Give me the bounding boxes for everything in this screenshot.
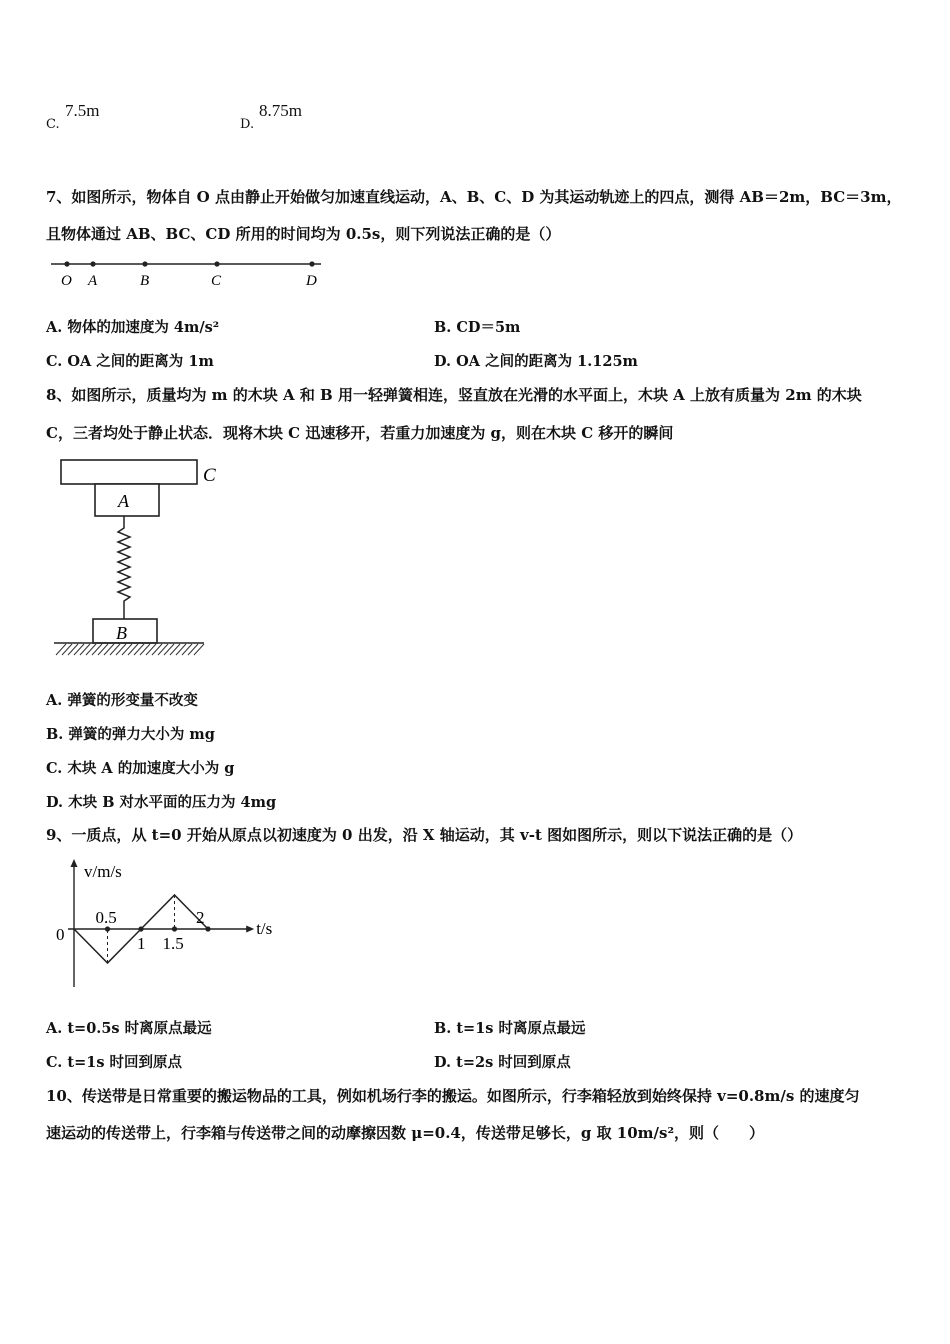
x-tick-label: 2 — [196, 908, 205, 927]
origin-label: 0 — [56, 925, 65, 944]
q7-point-c: C — [211, 273, 222, 289]
axis-point — [138, 926, 143, 931]
y-axis-arrow — [71, 859, 78, 867]
q6-option-c-value: 7.5m — [65, 101, 100, 120]
q9-vt-chart — [50, 853, 290, 993]
x-axis-label: t/s — [256, 919, 273, 938]
q8-spring-blocks-figure — [46, 454, 246, 679]
q8-stem-line1: 8、如图所示，质量均为 m 的木块 A 和 B 用一轻弹簧相连，竖直放在光滑的水平面上，木块 A 上放有质量为 2m 的木块 — [46, 386, 862, 404]
q8-option-a: A. 弹簧的形变量不改变 — [46, 692, 198, 709]
q8-block-a-label: A — [118, 491, 129, 511]
axis-point — [172, 926, 177, 931]
axis-point — [205, 926, 210, 931]
q7-point-b: B — [140, 273, 150, 289]
q9-option-a: A. t=0.5s 时离原点最远 — [46, 1020, 212, 1037]
q10-stem-line1: 10、传送带是日常重要的搬运物品的工具，例如机场行李的搬运。如图所示，行李箱轻放到始终保持 v=0.8m/s 的速度匀 — [46, 1087, 860, 1105]
x-tick-label: 0.5 — [95, 908, 117, 927]
q8-block-c-label: C — [203, 465, 216, 486]
q7-point-o: O — [61, 273, 72, 289]
q7-option-a: A. 物体的加速度为 4m/s² — [46, 319, 220, 336]
q9-option-c: C. t=1s 时回到原点 — [46, 1054, 183, 1071]
q7-point-d: D — [306, 273, 317, 289]
q7-stem-line1: 7、如图所示，物体自 O 点由静止开始做匀加速直线运动，A、B、C、D 为其运动轨迹上的四点，测得 AB＝2m，BC＝3m， — [46, 188, 902, 206]
q6-option-c-label: C. — [46, 117, 60, 132]
q7-motion-figure — [46, 254, 336, 294]
q8-block-b-label: B — [116, 623, 127, 643]
q7-option-d: D. OA 之间的距离为 1.125m — [434, 353, 638, 370]
q7-option-b: B. CD＝5m — [434, 319, 521, 336]
x-axis-arrow — [246, 926, 254, 933]
q8-option-c: C. 木块 A 的加速度大小为 g — [46, 760, 235, 777]
y-axis-label: v/m/s — [84, 862, 122, 881]
q7-option-c: C. OA 之间的距离为 1m — [46, 353, 214, 370]
q9-stem: 9、一质点，从 t=0 开始从原点以初速度为 0 出发，沿 X 轴运动，其 v-t 图如图所示，则以下说法正确的是（） — [46, 826, 803, 844]
x-tick-label: 1.5 — [162, 934, 184, 953]
q9-option-d: D. t=2s 时回到原点 — [434, 1054, 571, 1071]
q8-option-b: B. 弹簧的弹力大小为 mg — [46, 726, 215, 743]
q6-option-d-value: 8.75m — [259, 101, 302, 120]
q9-option-b: B. t=1s 时离原点最远 — [434, 1020, 586, 1037]
q7-stem-line2: 且物体通过 AB、BC、CD 所用的时间均为 0.5s，则下列说法正确的是（） — [46, 225, 561, 243]
x-tick-label: 1 — [137, 934, 146, 953]
axis-point — [105, 926, 110, 931]
q10-stem-line2: 速运动的传送带上，行李箱与传送带之间的动摩擦因数 μ=0.4，传送带足够长，g 取 10m/s²，则（ ） — [46, 1124, 765, 1142]
q6-option-d-label: D. — [240, 117, 255, 132]
q8-stem-line2: C，三者均处于静止状态．现将木块 C 迅速移开，若重力加速度为 g，则在木块 C 移开的瞬间 — [46, 424, 674, 442]
q8-option-d: D. 木块 B 对水平面的压力为 4mg — [46, 794, 277, 811]
q7-point-a: A — [88, 273, 98, 289]
